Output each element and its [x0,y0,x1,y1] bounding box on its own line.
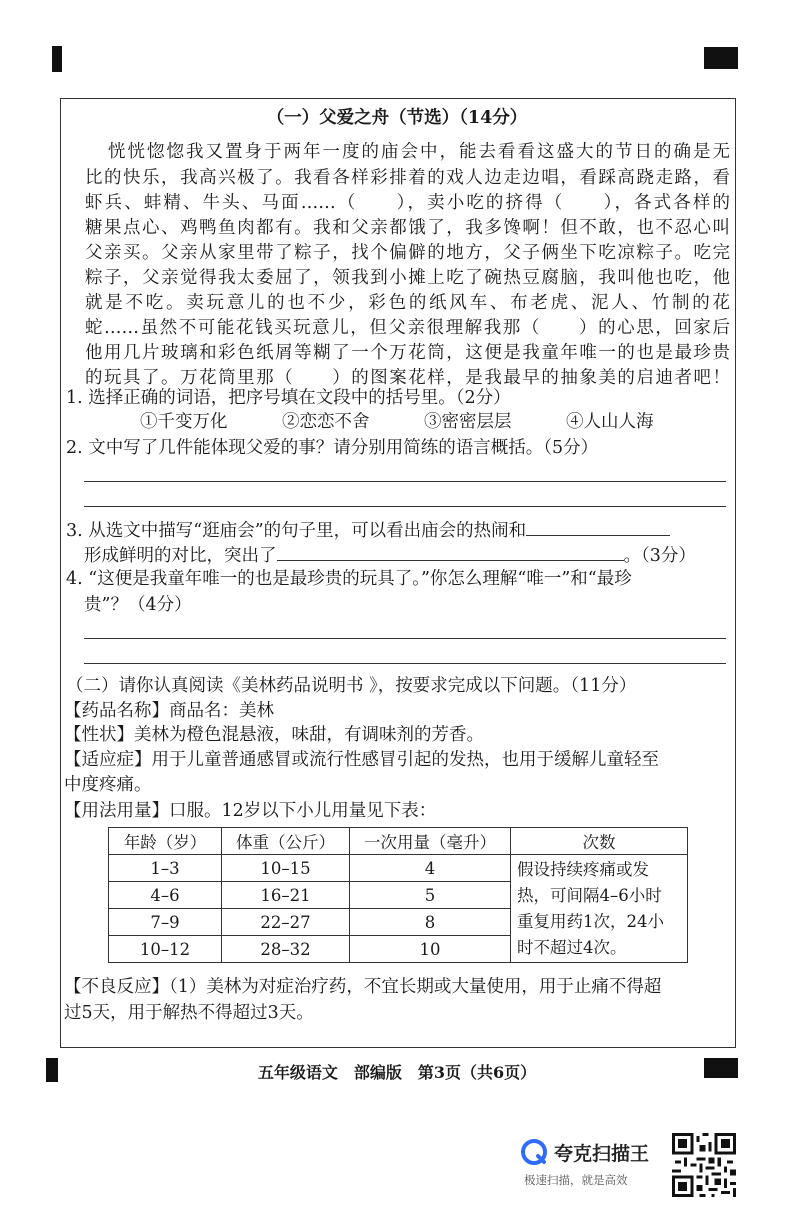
answer-line-q4-1[interactable] [84,638,726,639]
table-header-row [109,828,688,855]
frequency-text: 重复用药1次，24小 [517,911,664,931]
qr-code-icon [672,1133,736,1197]
passage-line: 就是不吃。卖玩意儿的也不少，彩色的纸风车、布老虎、泥人、竹制的花 [85,293,730,313]
scanner-watermark [520,1138,649,1188]
frequency-cell [511,855,688,963]
registration-mark-top-left [52,46,62,72]
property-line: 【性状】美林为橙色混悬液，味甜，有调味剂的芳香。 [64,725,484,745]
option-3: ③密密层层 [424,412,512,432]
table-header: 体重（公斤） [222,828,350,855]
table-cell: 10 [350,936,511,963]
table-cell: 10–15 [222,855,350,882]
table-cell: 16–21 [222,882,350,909]
option-4: ④人山人海 [566,412,654,432]
table-cell: 5 [350,882,511,909]
section1-title: （一）父爱之舟（节选）（14分） [266,108,528,128]
usage-line: 【用法用量】口服。12岁以下小儿用量见下表： [64,801,437,821]
table-header: 次数 [511,828,688,855]
question-3-line2 [84,542,696,568]
passage-line: 粽子，父亲觉得我太委屈了，领我到小摊上吃了碗热豆腐脑，我叫他也吃，他 [85,268,730,288]
frequency-text: 时不超过4次。 [517,937,627,957]
frequency-text: 热，可间隔4–6小时 [517,885,662,905]
option-1: ①千变万化 [140,412,228,432]
question-1: 1. 选择正确的词语，把序号填在文段中的括号里。（2分） [66,388,511,408]
answer-line-q2-1[interactable] [84,481,726,482]
question-3-text: 3. 从选文中描写“逛庙会”的句子里，可以看出庙会的热闹和 [66,521,527,541]
question-3-tail: 。（3分） [623,546,696,566]
table-header: 年龄（岁） [109,828,222,855]
passage-line: 虾兵、蚌精、牛头、马面……（ ），卖小吃的挤得（ ），各式各样的 [85,193,730,213]
question-4-line1: 4. “这便是我童年唯一的也是最珍贵的玩具了。”你怎么理解“唯一”和“最珍 [66,569,632,589]
brand-slogan: 极速扫描，就是高效 [524,1173,628,1187]
answer-line-q4-2[interactable] [84,663,726,664]
passage-line: 糖果点心、鸡鸭鱼肉都有。我和父亲都饿了，我多馋啊！但不敢，也不忍心叫 [85,218,730,238]
question-2: 2. 文中写了几件能体现父爱的事？请分别用简练的语言概括。（5分） [66,438,599,458]
table-cell: 4–6 [109,882,222,909]
table-row [109,855,688,882]
answer-blank-q3-2[interactable] [277,542,624,561]
answer-line-q2-2[interactable] [84,506,726,507]
registration-mark-top-right [704,47,738,69]
passage-line: 的玩具了。万花筒里那（ ）的图案花样，是我最早的抽象美的启迪者吧！ [85,368,730,388]
passage-line: 蛇……虽然不可能花钱买玩意儿，但父亲很理解我那（ ）的心思，回家后 [85,318,730,338]
page-footer: 五年级语文 部编版 第3页（共6页） [257,1063,537,1082]
table-header: 一次用量（毫升） [350,828,511,855]
drug-name-line: 【药品名称】商品名：美林 [64,701,274,721]
question-3-lead: 形成鲜明的对比，突出了 [84,546,277,566]
table-cell: 10–12 [109,936,222,963]
brand-logo-icon [520,1138,548,1166]
passage-line: 恍恍惚惚我又置身于两年一度的庙会中，能去看看这盛大的节日的确是无 [108,142,730,162]
table-cell: 7–9 [109,909,222,936]
table-cell: 28–32 [222,936,350,963]
indication-line2: 中度疼痛。 [64,775,152,795]
passage-line: 他用几片玻璃和彩色纸屑等糊了一个万花筒，这便是我童年唯一的也是最珍贵 [85,343,730,363]
question-3-line1 [66,517,670,543]
adverse-line1: 【不良反应】（1）美林为对症治疗药，不宜长期或大量使用，用于止痛不得超 [64,977,662,997]
passage-line: 比的快乐，我高兴极了。我看各样彩排着的戏人边走边唱，看踩高跷走路，看 [85,168,730,188]
section2-title: （二）请你认真阅读《美林药品说明书 》，按要求完成以下问题。（11分） [66,676,637,696]
table-cell: 4 [350,855,511,882]
frequency-text: 假设持续疼痛或发 [517,859,649,879]
question-4-line2: 贵”？（4分） [84,595,192,615]
answer-blank-q3-1[interactable] [526,517,670,536]
dosage-table [108,827,688,963]
table-cell: 22–27 [222,909,350,936]
indication-line1: 【适应症】用于儿童普通感冒或流行性感冒引起的发热，也用于缓解儿童轻至 [64,750,659,770]
table-cell: 8 [350,909,511,936]
option-2: ②恋恋不舍 [282,412,370,432]
adverse-line2: 过5天，用于解热不得超过3天。 [64,1003,314,1023]
table-cell: 1–3 [109,855,222,882]
brand-name: 夸克扫描王 [554,1142,650,1165]
passage-line: 父亲买。父亲从家里带了粽子，找个偏僻的地方，父子俩坐下吃凉粽子。吃完 [85,243,730,263]
